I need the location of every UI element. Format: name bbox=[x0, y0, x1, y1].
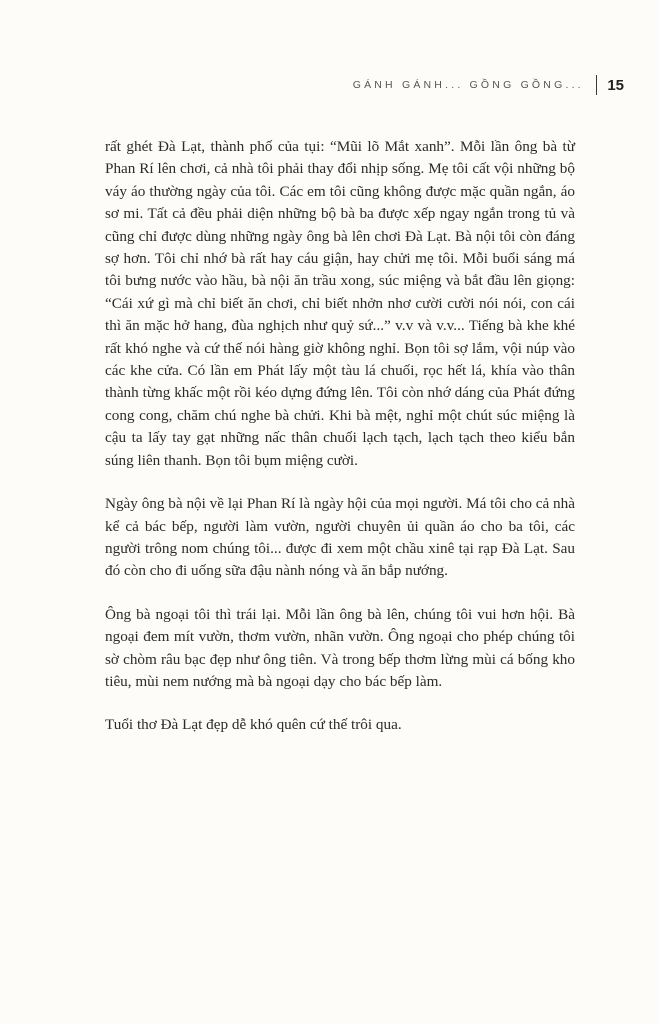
body-text bbox=[105, 136, 575, 758]
paragraph: Ông bà ngoại tôi thì trái lại. Mỗi lần ông bà lên, chúng tôi vui hơn hội. Bà ngoại đem mít vườn, thơm vườn, nhãn vườn. Ông ngoại cho phép chúng tôi sờ chòm râu bạc đẹp như ông tiên. Và trong bếp thơm lừng mùi cá bống kho tiêu, mùi nem nướng mà bà ngoại dạy cho bác bếp làm. bbox=[105, 605, 575, 690]
paragraph: Tuổi thơ Đà Lạt đẹp dễ khó quên cứ thế trôi qua. bbox=[105, 716, 402, 734]
paragraph: Ngày ông bà nội về lại Phan Rí là ngày hội của mọi người. Má tôi cho cả nhà kể cả bác bếp, người làm vườn, người chuyên ủi quần áo cho ba tôi, các người trông nom chúng tôi... được đi xem một chầu xinê tại rạp Đà Lạt. Sau đó còn cho đi uống sữa đậu nành nóng và ăn bắp nướng. bbox=[105, 495, 575, 580]
running-header bbox=[353, 74, 624, 96]
running-title: GÁNH GÁNH... GỒNG GỒNG... bbox=[352, 79, 584, 91]
header-divider bbox=[596, 75, 598, 95]
paragraph: rất ghét Đà Lạt, thành phố của tụi: “Mũi lõ Mắt xanh”. Mỗi lần ông bà từ Phan Rí lên chơi, cả nhà tôi phải thay đổi nhịp sống. Mẹ tôi cất vội những bộ váy áo thường ngày của tôi. Các em tôi cũng không được mặc quần ngắn, áo sơ mi. Tất cả đều phải diện những bộ bà ba được xếp ngay ngắn trong tủ và cũng chỉ được dùng những ngày ông bà lên chơi Đà Lạt. Bà nội tôi còn đáng sợ hơn. Tôi chỉ nhớ bà rất hay cáu giận, hay chửi mẹ tôi. Mỗi buổi sáng má tôi bưng nước vào hầu, bà nội ăn trầu xong, súc miệng và bắt đầu lên giọng: “Cái xứ gì mà chỉ biết ăn chơi, chỉ biết nhởn nhơ cười cười nói nói, con cái thì ăn mặc hở hang, đùa nghịch như quỷ sứ...” v.v và v.v... Tiếng bà khe khé rất khó nghe và cứ thế nói hàng giờ không nghỉ. Bọn tôi sợ lắm, vội núp vào các khe cửa. Có lần em Phát lấy một tàu lá chuối, rọc hết lá, khía vào thân thành từng khấc một rồi kéo dựng đứng lên. Tôi còn nhớ dáng của Phát đứng cong cong, chăm chú nghe bà chửi. Khi bà mệt, nghỉ một chút súc miệng là cậu ta lấy tay gạt những nấc thân chuối lạch tạch, lạch tạch theo kiểu bắn súng liên thanh. Bọn tôi bụm miệng cười. bbox=[105, 138, 575, 469]
page-number: 15 bbox=[607, 76, 624, 94]
